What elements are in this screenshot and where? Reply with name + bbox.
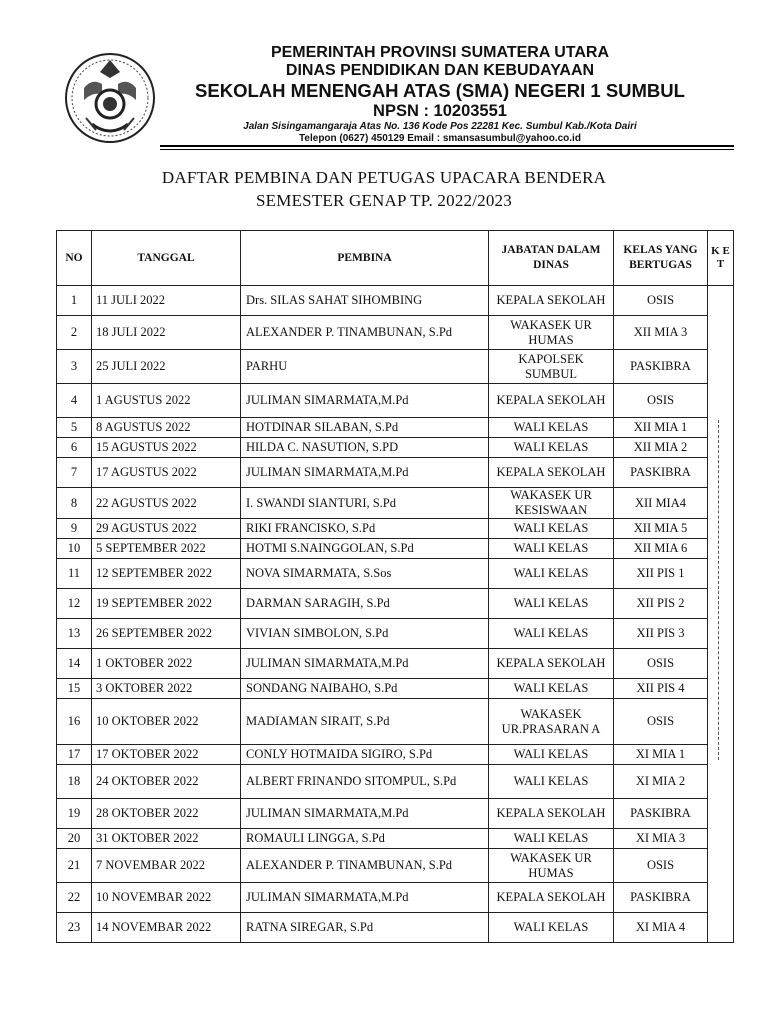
document-subtitle: SEMESTER GENAP TP. 2022/2023: [256, 191, 512, 210]
cell-no: 9: [57, 519, 92, 539]
cell-tanggal: 3 OKTOBER 2022: [92, 679, 241, 699]
cell-jabatan: WALI KELAS: [489, 829, 614, 849]
cell-no: 15: [57, 679, 92, 699]
cell-ket: [708, 699, 734, 745]
cell-pembina: Drs. SILAS SAHAT SIHOMBING: [241, 286, 489, 316]
cell-kelas: XII MIA 3: [614, 316, 708, 350]
cell-tanggal: 10 OKTOBER 2022: [92, 699, 241, 745]
cell-no: 2: [57, 316, 92, 350]
cell-pembina: PARHU: [241, 350, 489, 384]
provincial-emblem-icon: [62, 48, 158, 144]
cell-pembina: JULIMAN SIMARMATA,M.Pd: [241, 384, 489, 418]
header-kelas: KELAS YANG BERTUGAS: [614, 231, 708, 286]
cell-kelas: PASKIBRA: [614, 458, 708, 488]
cell-no: 11: [57, 559, 92, 589]
cell-ket: [708, 883, 734, 913]
ceremony-schedule-table: [56, 230, 734, 943]
cell-kelas: PASKIBRA: [614, 799, 708, 829]
cell-ket: [708, 765, 734, 799]
cell-ket: [708, 488, 734, 519]
cell-no: 20: [57, 829, 92, 849]
cell-tanggal: 11 JULI 2022: [92, 286, 241, 316]
cell-kelas: XII MIA 6: [614, 539, 708, 559]
cell-no: 14: [57, 649, 92, 679]
cell-pembina: HOTDINAR SILABAN, S.Pd: [241, 418, 489, 438]
cell-pembina: SONDANG NAIBAHO, S.Pd: [241, 679, 489, 699]
cell-tanggal: 25 JULI 2022: [92, 350, 241, 384]
table-row: [57, 286, 734, 316]
cell-no: 13: [57, 619, 92, 649]
table-row: [57, 913, 734, 943]
cell-no: 7: [57, 458, 92, 488]
cell-ket: [708, 539, 734, 559]
cell-ket: [708, 649, 734, 679]
cell-jabatan: KAPOLSEK SUMBUL: [489, 350, 614, 384]
cell-ket: [708, 384, 734, 418]
table-row: [57, 849, 734, 883]
cell-jabatan: KEPALA SEKOLAH: [489, 384, 614, 418]
cell-ket: [708, 799, 734, 829]
table-header-row: [57, 231, 734, 286]
cell-no: 18: [57, 765, 92, 799]
cell-no: 4: [57, 384, 92, 418]
cell-tanggal: 26 SEPTEMBER 2022: [92, 619, 241, 649]
table-row: [57, 829, 734, 849]
cell-no: 3: [57, 350, 92, 384]
cell-ket: [708, 418, 734, 438]
letterhead: [0, 0, 768, 150]
table-row: [57, 384, 734, 418]
cell-ket: [708, 619, 734, 649]
cell-ket: [708, 559, 734, 589]
cell-kelas: XII PIS 1: [614, 559, 708, 589]
table-row: [57, 519, 734, 539]
cell-no: 17: [57, 745, 92, 765]
cell-no: 19: [57, 799, 92, 829]
cell-tanggal: 17 OKTOBER 2022: [92, 745, 241, 765]
cell-jabatan: WALI KELAS: [489, 559, 614, 589]
cell-jabatan: WAKASEK UR.PRASARAN A: [489, 699, 614, 745]
npsn: NPSN : 10203551: [373, 102, 507, 120]
cell-no: 8: [57, 488, 92, 519]
cell-tanggal: 31 OKTOBER 2022: [92, 829, 241, 849]
header-ket: K E T: [708, 231, 734, 286]
table-row: [57, 765, 734, 799]
cell-pembina: HOTMI S.NAINGGOLAN, S.Pd: [241, 539, 489, 559]
ket-dashed-line: [718, 420, 720, 760]
cell-jabatan: KEPALA SEKOLAH: [489, 799, 614, 829]
cell-tanggal: 28 OKTOBER 2022: [92, 799, 241, 829]
table-row: [57, 619, 734, 649]
cell-kelas: XII PIS 3: [614, 619, 708, 649]
school-contact: Telepon (0627) 450129 Email : smansasumbul@yahoo.co.id: [299, 133, 581, 144]
cell-jabatan: WALI KELAS: [489, 418, 614, 438]
header-divider: [160, 145, 734, 147]
cell-tanggal: 29 AGUSTUS 2022: [92, 519, 241, 539]
table-row: [57, 883, 734, 913]
cell-tanggal: 15 AGUSTUS 2022: [92, 438, 241, 458]
cell-jabatan: WAKASEK UR HUMAS: [489, 849, 614, 883]
cell-pembina: CONLY HOTMAIDA SIGIRO, S.Pd: [241, 745, 489, 765]
cell-kelas: OSIS: [614, 649, 708, 679]
cell-tanggal: 5 SEPTEMBER 2022: [92, 539, 241, 559]
header-divider-thin: [160, 149, 734, 150]
cell-pembina: RATNA SIREGAR, S.Pd: [241, 913, 489, 943]
cell-tanggal: 1 AGUSTUS 2022: [92, 384, 241, 418]
cell-pembina: MADIAMAN SIRAIT, S.Pd: [241, 699, 489, 745]
cell-ket: [708, 745, 734, 765]
cell-kelas: XII MIA4: [614, 488, 708, 519]
cell-tanggal: 19 SEPTEMBER 2022: [92, 589, 241, 619]
cell-no: 21: [57, 849, 92, 883]
cell-ket: [708, 913, 734, 943]
table-row: [57, 745, 734, 765]
table-row: [57, 488, 734, 519]
cell-pembina: I. SWANDI SIANTURI, S.Pd: [241, 488, 489, 519]
header-jabatan: JABATAN DALAM DINAS: [489, 231, 614, 286]
cell-pembina: NOVA SIMARMATA, S.Sos: [241, 559, 489, 589]
cell-tanggal: 8 AGUSTUS 2022: [92, 418, 241, 438]
table-row: [57, 679, 734, 699]
cell-kelas: OSIS: [614, 384, 708, 418]
cell-tanggal: 10 NOVEMBAR 2022: [92, 883, 241, 913]
table-row: [57, 438, 734, 458]
cell-pembina: ALEXANDER P. TINAMBUNAN, S.Pd: [241, 316, 489, 350]
cell-tanggal: 24 OKTOBER 2022: [92, 765, 241, 799]
table-row: [57, 316, 734, 350]
table-row: [57, 559, 734, 589]
cell-jabatan: WALI KELAS: [489, 765, 614, 799]
cell-kelas: XII MIA 1: [614, 418, 708, 438]
cell-ket: [708, 829, 734, 849]
table-body: [57, 286, 734, 943]
cell-kelas: PASKIBRA: [614, 883, 708, 913]
cell-kelas: XI MIA 4: [614, 913, 708, 943]
cell-ket: [708, 438, 734, 458]
table-row: [57, 418, 734, 438]
header-no: NO: [57, 231, 92, 286]
cell-kelas: XII MIA 2: [614, 438, 708, 458]
header-tanggal: TANGGAL: [92, 231, 241, 286]
document-title: DAFTAR PEMBINA DAN PETUGAS UPACARA BENDERA: [161, 168, 607, 187]
cell-pembina: JULIMAN SIMARMATA,M.Pd: [241, 883, 489, 913]
cell-jabatan: WALI KELAS: [489, 438, 614, 458]
cell-pembina: HILDA C. NASUTION, S.PD: [241, 438, 489, 458]
cell-pembina: ALBERT FRINANDO SITOMPUL, S.Pd: [241, 765, 489, 799]
table-row: [57, 649, 734, 679]
cell-kelas: XI MIA 3: [614, 829, 708, 849]
cell-jabatan: WALI KELAS: [489, 913, 614, 943]
table-row: [57, 799, 734, 829]
cell-jabatan: KEPALA SEKOLAH: [489, 458, 614, 488]
cell-pembina: JULIMAN SIMARMATA,M.Pd: [241, 649, 489, 679]
cell-kelas: XII MIA 5: [614, 519, 708, 539]
cell-jabatan: WALI KELAS: [489, 619, 614, 649]
cell-ket: [708, 849, 734, 883]
cell-tanggal: 1 OKTOBER 2022: [92, 649, 241, 679]
table-row: [57, 350, 734, 384]
cell-kelas: OSIS: [614, 699, 708, 745]
cell-jabatan: WALI KELAS: [489, 519, 614, 539]
cell-no: 10: [57, 539, 92, 559]
cell-jabatan: KEPALA SEKOLAH: [489, 883, 614, 913]
cell-kelas: XI MIA 2: [614, 765, 708, 799]
cell-tanggal: 17 AGUSTUS 2022: [92, 458, 241, 488]
cell-jabatan: WAKASEK UR KESISWAAN: [489, 488, 614, 519]
cell-tanggal: 18 JULI 2022: [92, 316, 241, 350]
cell-kelas: OSIS: [614, 849, 708, 883]
cell-jabatan: WAKASEK UR HUMAS: [489, 316, 614, 350]
cell-tanggal: 22 AGUSTUS 2022: [92, 488, 241, 519]
cell-pembina: ROMAULI LINGGA, S.Pd: [241, 829, 489, 849]
cell-jabatan: WALI KELAS: [489, 679, 614, 699]
cell-ket: [708, 679, 734, 699]
table-row: [57, 458, 734, 488]
cell-no: 12: [57, 589, 92, 619]
table-row: [57, 539, 734, 559]
cell-kelas: XII PIS 2: [614, 589, 708, 619]
cell-no: 16: [57, 699, 92, 745]
cell-ket: [708, 589, 734, 619]
cell-jabatan: WALI KELAS: [489, 745, 614, 765]
cell-jabatan: WALI KELAS: [489, 539, 614, 559]
cell-no: 23: [57, 913, 92, 943]
cell-ket: [708, 458, 734, 488]
school-name: SEKOLAH MENENGAH ATAS (SMA) NEGERI 1 SUMBUL: [195, 80, 685, 101]
cell-ket: [708, 286, 734, 316]
cell-jabatan: KEPALA SEKOLAH: [489, 286, 614, 316]
cell-no: 1: [57, 286, 92, 316]
cell-tanggal: 12 SEPTEMBER 2022: [92, 559, 241, 589]
table-row: [57, 589, 734, 619]
cell-kelas: PASKIBRA: [614, 350, 708, 384]
header-pembina: PEMBINA: [241, 231, 489, 286]
cell-tanggal: 7 NOVEMBAR 2022: [92, 849, 241, 883]
cell-pembina: JULIMAN SIMARMATA,M.Pd: [241, 458, 489, 488]
school-address: Jalan Sisingamangaraja Atas No. 136 Kode Pos 22281 Kec. Sumbul Kab./Kota Dairi: [243, 121, 637, 132]
table-row: [57, 699, 734, 745]
cell-kelas: XII PIS 4: [614, 679, 708, 699]
cell-pembina: JULIMAN SIMARMATA,M.Pd: [241, 799, 489, 829]
cell-kelas: XI MIA 1: [614, 745, 708, 765]
cell-ket: [708, 519, 734, 539]
cell-jabatan: WALI KELAS: [489, 589, 614, 619]
cell-no: 22: [57, 883, 92, 913]
cell-kelas: OSIS: [614, 286, 708, 316]
department-name: DINAS PENDIDIKAN DAN KEBUDAYAAN: [285, 62, 595, 79]
cell-ket: [708, 350, 734, 384]
cell-no: 6: [57, 438, 92, 458]
government-name: PEMERINTAH PROVINSI SUMATERA UTARA: [270, 44, 610, 61]
cell-pembina: VIVIAN SIMBOLON, S.Pd: [241, 619, 489, 649]
cell-ket: [708, 316, 734, 350]
cell-no: 5: [57, 418, 92, 438]
cell-pembina: DARMAN SARAGIH, S.Pd: [241, 589, 489, 619]
cell-jabatan: KEPALA SEKOLAH: [489, 649, 614, 679]
cell-pembina: ALEXANDER P. TINAMBUNAN, S.Pd: [241, 849, 489, 883]
cell-tanggal: 14 NOVEMBAR 2022: [92, 913, 241, 943]
cell-pembina: RIKI FRANCISKO, S.Pd: [241, 519, 489, 539]
